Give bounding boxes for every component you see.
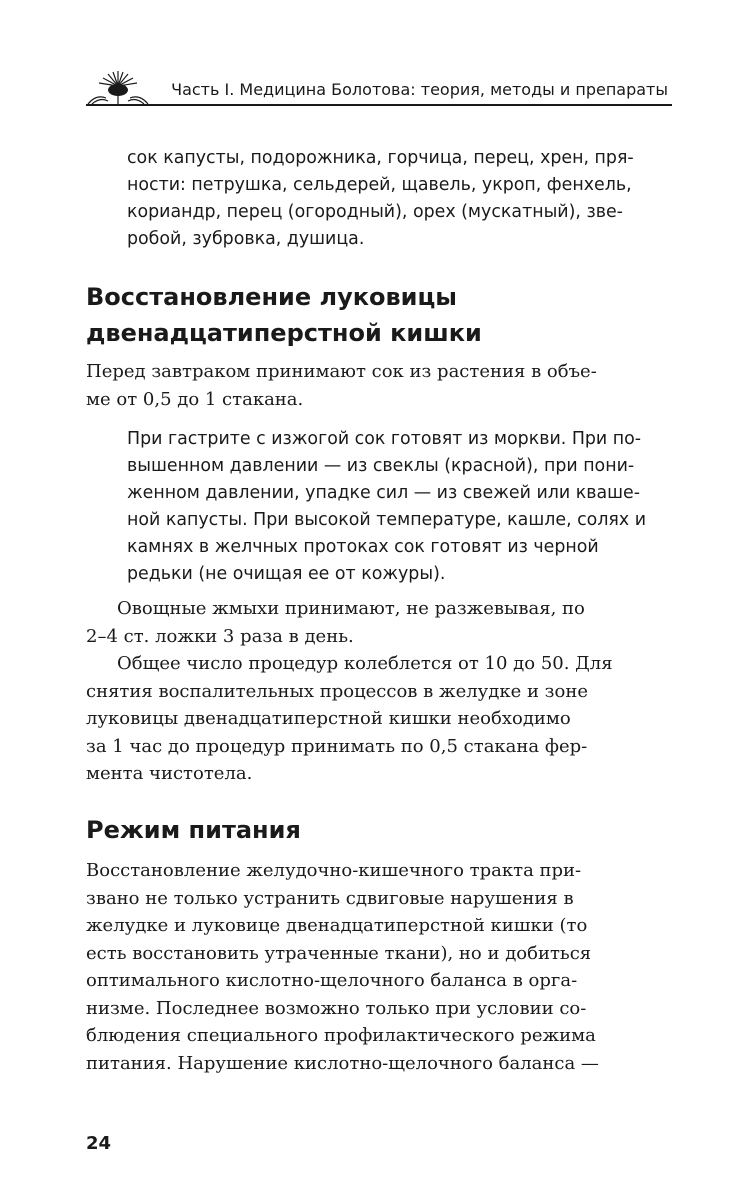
section-heading-diet: Режим питания — [86, 816, 301, 844]
text-line: ме от 0,5 до 1 стакана. — [86, 388, 304, 410]
text-line: питания. Нарушение кислотно-щелочного баланса — — [86, 1052, 599, 1074]
heading-line: двенадцатиперстной кишки — [86, 319, 482, 347]
paragraph-juice-dose — [86, 358, 676, 413]
text-line: Перед завтраком принимают сок из растения в объе- — [86, 361, 597, 382]
text-line: ной капусты. При высокой температуре, кашле, солях и — [127, 510, 647, 530]
note-juice-types — [127, 426, 675, 588]
text-line: за 1 час до процедур принимать по 0,5 стакана фер- — [86, 735, 588, 757]
text-line: Овощные жмыхи принимают, не разжевывая, по — [117, 598, 585, 619]
page-number: 24 — [86, 1133, 112, 1154]
section-heading-duodenum — [86, 279, 482, 351]
text-line: сок капусты, подорожника, горчица, перец, хрен, пря- — [127, 148, 634, 168]
text-line: робой, зубровка, душица. — [127, 229, 365, 249]
text-line: желудке и луковице двенадцатиперстной кишки (то — [86, 915, 588, 936]
text-line: снятия воспалительных процессов в желудке и зоне — [86, 680, 588, 702]
text-line: есть восстановить утраченные ткани), но и добиться — [86, 942, 592, 964]
paragraph-procedures — [86, 650, 676, 788]
sunflower-logo-icon — [86, 70, 150, 104]
text-line: вышенном давлении — из свеклы (красной), при пони- — [127, 456, 635, 476]
intro-list — [127, 145, 675, 253]
paragraph-pomace — [86, 595, 676, 650]
text-line: редьки (не очищая ее от кожуры). — [127, 564, 446, 584]
text-line: низме. Последнее возможно только при условии со- — [86, 997, 587, 1019]
text-line: Восстановление желудочно-кишечного тракта при- — [86, 860, 582, 881]
text-line: звано не только устранить сдвиговые нарушения в — [86, 887, 574, 909]
text-line: мента чистотела. — [86, 763, 253, 784]
header-title: Часть I. Медицина Болотова: теория, методы и препараты — [171, 80, 668, 99]
paragraph-diet — [86, 857, 676, 1077]
text-line: камнях в желчных протоках сок готовят из черной — [127, 537, 599, 557]
text-line: женном давлении, упадке сил — из свежей или кваше- — [127, 483, 640, 503]
text-line: При гастрите с изжогой сок готовят из моркви. При по- — [127, 429, 642, 449]
text-line: 2–4 ст. ложки 3 раза в день. — [86, 625, 354, 647]
text-line: блюдения специального профилактического режима — [86, 1025, 596, 1046]
running-header — [86, 66, 672, 110]
text-line: ности: петрушка, сельдерей, щавель, укроп, фенхель, — [127, 175, 632, 195]
text-line: луковицы двенадцатиперстной кишки необходимо — [86, 708, 571, 729]
header-rule — [86, 104, 672, 106]
text-line: кориандр, перец (огородный), орех (мускатный), зве- — [127, 202, 623, 222]
text-line: Общее число процедур колеблется от 10 до 50. Для — [117, 653, 613, 674]
text-line: оптимального кислотно-щелочного баланса в орга- — [86, 970, 578, 991]
heading-line: Восстановление луковицы — [86, 283, 457, 311]
